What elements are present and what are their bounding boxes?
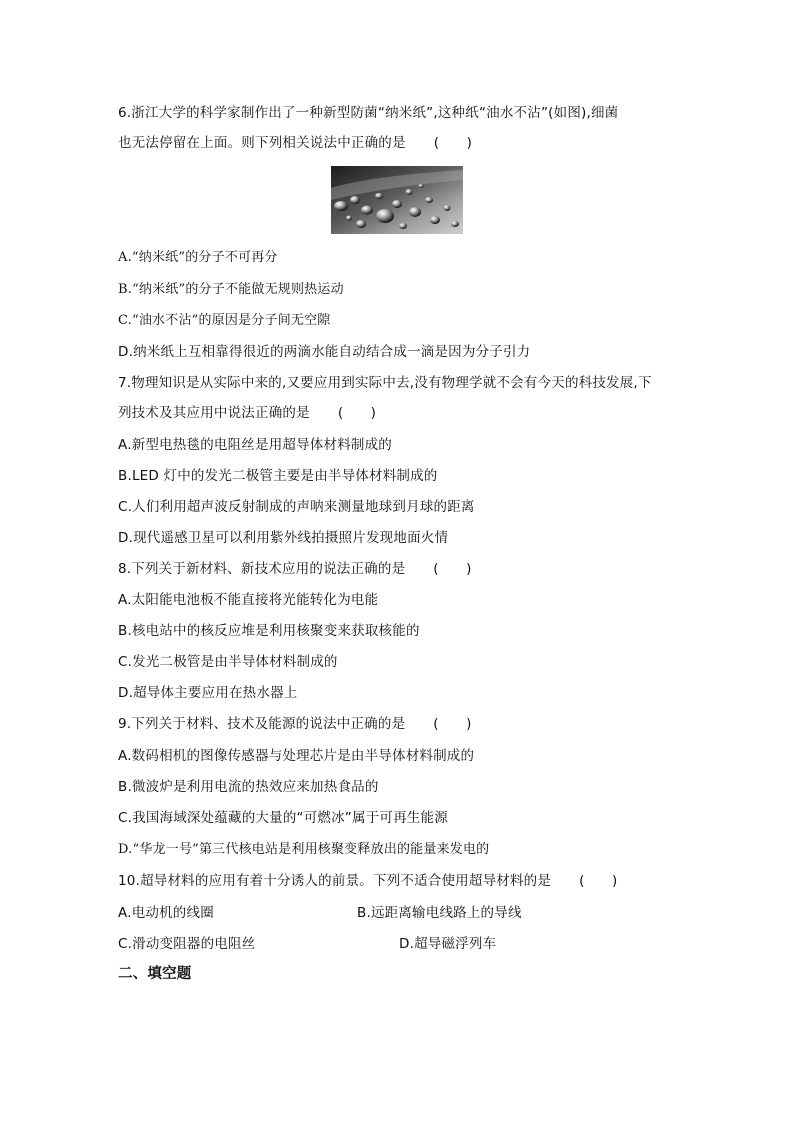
q9-option-b: B.微波炉是利用电流的热效应来加热食品的 xyxy=(118,779,379,795)
q8-option-b: B.核电站中的核反应堆是利用核聚变来获取核能的 xyxy=(118,623,420,639)
q6-answer-blank: ( ) xyxy=(433,135,473,151)
q10-option-b: B.远距离输电线路上的导线 xyxy=(357,905,522,921)
q10-stem xyxy=(118,872,617,890)
q9-option-c: C.我国海域深处蕴藏的大量的“可燃冰”属于可再生能源 xyxy=(118,810,448,826)
q9-answer-blank: ( ) xyxy=(433,716,472,732)
water-droplets-photo-icon xyxy=(331,166,463,234)
section-heading-fill-in: 二、填空题 xyxy=(118,966,192,982)
q9-stem xyxy=(118,715,472,733)
q10-stem-text: 10.超导材料的应用有着十分诱人的前景。下列不适合使用超导材料的是 xyxy=(118,873,552,889)
q10-option-a: A.电动机的线圈 xyxy=(118,905,214,921)
q8-stem-text: 8.下列关于新材料、新技术应用的说法正确的是 xyxy=(118,561,406,577)
q7-stem-line1: 7.物理知识是从实际中来的,又要应用到实际中去,没有物理学就不会有今天的科技发展,下 xyxy=(118,375,652,391)
q7-answer-blank: ( ) xyxy=(337,405,377,421)
q7-option-b: B.LED 灯中的发光二极管主要是由半导体材料制成的 xyxy=(118,468,438,484)
q7-option-c: C.人们利用超声波反射制成的声呐来测量地球到月球的距离 xyxy=(118,499,475,515)
q6-option-b: B.“纳米纸”的分子不能做无规则热运动 xyxy=(118,282,344,297)
q6-option-a: A.“纳米纸”的分子不可再分 xyxy=(118,250,278,265)
q10-option-c: C.滑动变阻器的电阻丝 xyxy=(118,936,256,952)
q8-option-d: D.超导体主要应用在热水器上 xyxy=(118,685,298,701)
q7-option-a: A.新型电热毯的电阻丝是用超导体材料制成的 xyxy=(118,437,392,453)
q6-stem-text: 也无法停留在上面。则下列相关说法中正确的是 xyxy=(118,135,406,151)
q8-stem xyxy=(118,560,472,578)
q6-stem-line1: 6.浙江大学的科学家制作出了一种新型防菌“纳米纸”,这种纸“油水不沾”(如图),细菌 xyxy=(118,105,619,121)
q8-option-c: C.发光二极管是由半导体材料制成的 xyxy=(118,654,338,670)
q6-stem-line2 xyxy=(118,134,472,152)
q7-option-d: D.现代遥感卫星可以利用紫外线拍摄照片发现地面火情 xyxy=(118,530,449,546)
q8-option-a: A.太阳能电池板不能直接将光能转化为电能 xyxy=(118,592,379,608)
q9-option-a: A.数码相机的图像传感器与处理芯片是由半导体材料制成的 xyxy=(118,748,475,764)
q7-stem-text: 列技术及其应用中说法正确的是 xyxy=(118,405,310,421)
q10-option-d: D.超导磁浮列车 xyxy=(399,936,497,952)
q7-stem-line2 xyxy=(118,404,376,422)
q9-option-d: D.“华龙一号”第三代核电站是利用核聚变释放出的能量来发电的 xyxy=(118,842,490,857)
q6-option-c: C.“油水不沾”的原因是分子间无空隙 xyxy=(118,313,331,328)
q8-answer-blank: ( ) xyxy=(433,561,472,577)
q6-option-d: D.纳米纸上互相靠得很近的两滴水能自动结合成一滴是因为分子引力 xyxy=(118,344,531,360)
q10-answer-blank: ( ) xyxy=(579,873,618,889)
q9-stem-text: 9.下列关于材料、技术及能源的说法中正确的是 xyxy=(118,716,406,732)
